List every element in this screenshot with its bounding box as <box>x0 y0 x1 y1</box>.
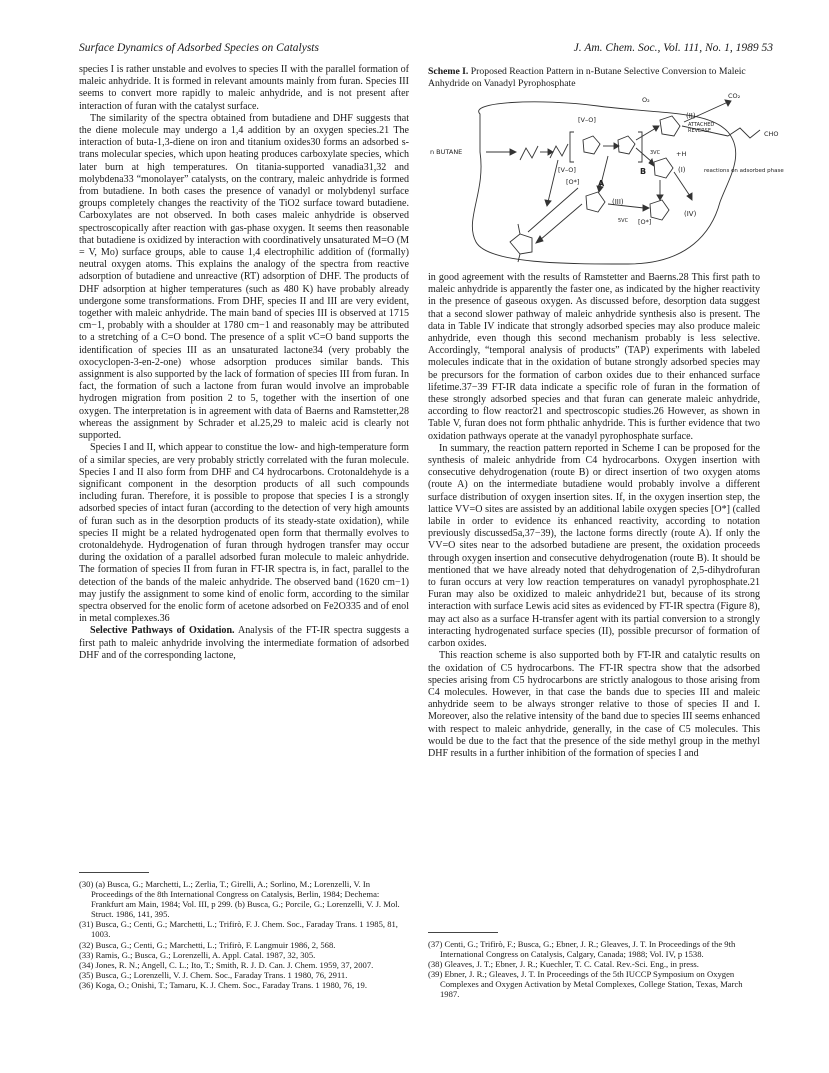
reference-item: (36) Koga, O.; Onishi, T.; Tamaru, K. J. Chem. Soc., Faraday Trans. 1 1980, 76, 19. <box>79 979 367 990</box>
reverse-label: REVERSE <box>688 128 712 134</box>
paragraph: species I is rather unstable and evolves to species II with the parallel formation of maleic anhydride. It is formed in relevant amounts mainly from furan. Species III seems to convert more rapidly to maleic anhydride, and is not present after interaction of furan with the catalyst surface. <box>79 64 409 112</box>
footnote-rule <box>79 872 149 873</box>
footnote-rule <box>428 932 498 933</box>
right-column <box>428 272 760 760</box>
reference-item: (30) (a) Busca, G.; Marchetti, L.; Zerlia, T.; Girelli, A.; Sorlino, M.; Lorenzelli, V. In Proceedings of the 8th International Congress on Catalysis, Berlin, 1984; Dechema: Frankfurt am Main, 1984; Vol. III, p 299. (b) Busca, G.; Porcile, G.; Lorenzelli, V. J. Mol. Struct. 1986, 141, 395. <box>79 879 400 920</box>
route-a-label: A <box>598 179 605 188</box>
cho-label: CHO <box>764 130 779 138</box>
reference-item: (38) Gleaves, J. T.; Ebner, J. R.; Kuechler, T. C. Catal. Rev.-Sci. Eng., in press. <box>428 959 699 970</box>
butane-label: n BUTANE <box>430 148 463 156</box>
references-right <box>428 939 760 1000</box>
paragraph: This reaction scheme is also supported both by FT-IR and catalytic results on the oxidation of C5 hydrocarbons. The FT-IR spectra show that the adsorbed species arising from C5 hydrocarbons are strictly analogous to those arising from C4 molecules. However, in that case the bands due to species III and maleic anhydride seem to be always stronger relative to those of species II and I. Moreover, also the relative intensity of the band due to species III seems enhanced with respect to maleic anhydride, generally, in the case of C5 molecules. This would be due to the fact that the presence of the side methyl group in the methyl DHF results in a further inhibition of the formation of species I and <box>428 650 760 759</box>
paragraph: In summary, the reaction pattern reported in Scheme I can be proposed for the synthesis of maleic anhydride from C4 hydrocarbons. Oxygen insertion with consecutive dehydrogenation (route B) or direct insertion of two oxygen atoms (route A) on the intermediate butadiene would probably involve a different surface distribution of oxygen insertion sites. If, in the oxygen insertion step, the lattice VV=O sites are assisted by an additional labile oxygen species [O*] (called labile in order to evidence its enhanced reactivity, according to notation previously discussed5a,37−39), the lactone forms directly (route A). If only the VV=O sites near to the adsorbed butadiene are present, the oxidation proceeds through oxygen insertion and consecutive dehydrogenation (route B). It should be mentioned that we have already noted that dehydrogenation of 2,5-dihydrofuran to furan occurs at very low reaction temperatures on vanadyl pyrophosphate.21 Furan may also be oxidized to maleic anhydride21 but, because of its strong interaction with surface Lewis acid sites as evidenced by FT-IR spectra (Figure 8), may act also as a surface H-transfer agent with its partial conversion to a strongly interacting hydrogenated surface species (II), possible precursor of formation of carbon oxides. <box>428 442 760 650</box>
scheme-label: Scheme I. <box>428 66 469 77</box>
scheme-caption-text: Proposed Reaction Pattern in n-Butane Selective Conversion to Maleic Anhydride on Vanadyl Pyrophosphate <box>428 66 746 89</box>
reference-item: (39) Ebner, J. R.; Gleaves, J. T. In Proceedings of the 5th IUCCP Symposium on Oxygen Complexes and Oxygen Activation by Metal Complexes, College Station, Texas, March 1987. <box>428 969 743 1000</box>
section-runin-heading: Selective Pathways of Oxidation. <box>90 625 235 637</box>
hydrogen-label: +H <box>676 150 687 158</box>
reference-item: (34) Jones, R. N.; Angell, C. L.; Ito, T.; Smith, R. J. D. Can. J. Chem. 1959, 37, 2007. <box>79 959 374 970</box>
species-iv-label: (IV) <box>684 210 697 218</box>
o-star-label: [O*] <box>638 218 652 226</box>
vc-label: 5VC <box>618 218 629 224</box>
species-iii-label: (III) <box>612 198 624 206</box>
reference-item: (35) Busca, G.; Lorenzelli, V. J. Chem. Soc., Faraday Trans. 1 1980, 76, 2911. <box>79 969 348 980</box>
route-b-label: B <box>640 167 647 176</box>
reactions-note: reactions on adsorbed phase <box>704 168 784 174</box>
paragraph: Species I and II, which appear to constitue the low- and high-temperature form of a similar species, are very probably strictly correlated with the furan molecule. Species I and II also form from DHF and C4 hydrocarbons. Crotonaldehyde is a significant component in the desorption products of all such compounds including furan. Therefore, it is possible to propose that species I is a strongly adsorbed species of intact furan (according to the detection of very high amounts of furan such as in the desorption products of its steady-state oxidation), while species II might be a related hydrogenated open form that thermally evolves to crotonaldehyde. Hydrogenation of furan through hydrogen transfer may occur during the oxidation of a parallel adsorbed furan molecule to maleic anhydride. The formation of species II from furan in FT-IR spectra is, in fact, parallel to the detection of the bands of the maleic anhydride. The observed band (1620 cm−1) may justify the assignment to some kind of enolic form, according to the similar spectra observed for the enolic form of acetone adsorbed on Fe2O335 and of enol in metal complexes.36 <box>79 442 409 625</box>
co2-label: CO₂ <box>728 92 741 100</box>
paragraph: in good agreement with the results of Ramstetter and Baerns.28 This first path to maleic anhydride is apparently the faster one, as indicated by the higher reactivity in the presence of gaseous oxygen. As discussed before, desorption data suggest that a second slower pathway of maleic anhydride synthesis also is present. The data in Table IV indicate that strongly adsorbed species may also produce maleic anhydride, even though this second mechanism probably is less selective. Accordingly, “temporal analysis of products” (TAP) experiments with labeled molecules indicate that in the oxidation of butane strongly adsorbed species may be precursors for the formation of carbon oxides due to their enhanced surface lifetime.37−39 FT-IR data indicate a specific role of furan in the formation of these strongly adsorbed species and that furan can generate maleic anhydride, according to flow reactor21 and spectroscopic studies.26 However, as shown in Table V, furan does not form phthalic anhydride. This is further evidence that two oxidation pathways operate at the vanadyl pyrophosphate surface. <box>428 272 760 442</box>
running-head-title: Surface Dynamics of Adsorbed Species on Catalysts <box>79 42 319 54</box>
attached-label: ATTACHED <box>688 122 715 128</box>
scheme-caption <box>428 66 758 89</box>
paragraph <box>79 625 409 662</box>
vc-label: 3VC <box>650 150 661 156</box>
reference-item: (32) Busca, G.; Centi, G.; Marchetti, L.; Trifirò, F. Langmuir 1986, 2, 568. <box>79 939 336 950</box>
o-star-label: [O*] <box>566 178 580 186</box>
species-ii-label: (II) <box>686 112 696 120</box>
species-i-label: (I) <box>678 166 686 174</box>
paragraph: The similarity of the spectra obtained from butadiene and DHF suggests that the diene molecule may undergo a 1,4 addition by an oxygen species.21 The interaction of buta-1,3-diene on iron and titanium oxides30 forms an adsorbed s-trans molecular species, which upon heating produces carboxylate species, which later burn at high temperatures. On titania-supported vanadia31,32 and molybdena33 “monolayer” catalysts, on the contrary, maleic anhydride is formed from butadiene. In both cases the presence of vanadyl or molybdenyl surface groups completely changes the reactivity of the TiO2 surface toward butadiene. Carboxylates are not observed. In both cases maleic anhydride is observed spectroscopically after reaction with gas-phase oxygen. It seems then reasonable that butadiene is oxidized by interaction with coordinatively unsaturated M=O (M = V, Mo) surface groups, able to cause 1,4 electrophilic addition of (formally) neutral oxygen atoms. This explains the analogy of the spectra from reactive adsorption of butadiene and unreactive (RT) adsorption of DHF. The products of DHF adsorption at higher temperatures (such as 480 K) have probably already undergone some transformations. From DHF, species II and III are very evident, together with maleic anhydride. The main band of species III is observed at 1715 cm−1, probably with a shoulder at 1780 cm−1 and reasonably may be attributed to a stretching of a C=O bond. The presence of a split νC=O band supports the identification of species III as an unsaturated lactone34 (very probably the oxocyclopen-3-en-2-one) whose adsorption produces similar bands. This assignment is also supported by the lack of formation of species III from furan. In fact, the formation of such a lactone from furan would involve an improbable hydrogen migration from position 2 to 5, together with the insertion of one oxygen. The interpretation is in agreement with data of Baerns and Ramstetter,28 whereas the assignment by Schrader et al.25,29 to maleic acid is clearly not supported. <box>79 112 409 442</box>
paragraph-text: Analysis of the FT-IR spectra suggests a first path to maleic anhydride involving the intermediate formation of adsorbed DHF and of the corresponding lactone, <box>79 625 409 661</box>
reaction-scheme-diagram <box>428 92 788 270</box>
left-column <box>79 64 409 662</box>
references-left <box>79 879 409 990</box>
reference-item: (37) Centi, G.; Trifirò, F.; Busca, G.; Ebner, J. R.; Gleaves, J. T. In Proceedings of the 9th International Congress on Catalysis, Calgary, Canada; 1988; Vol. IV, p 1538. <box>428 939 736 960</box>
running-head-citation: J. Am. Chem. Soc., Vol. 111, No. 1, 1989 53 <box>573 42 773 54</box>
vo-left-label: [V–O] <box>558 166 576 174</box>
o2-label: O₂ <box>642 96 650 104</box>
reference-item: (31) Busca, G.; Centi, G.; Marchetti, L.; Trifirò, F. J. Chem. Soc., Faraday Trans. 1 1985, 81, 1003. <box>79 919 398 940</box>
reference-item: (33) Ramis, G.; Busca, G.; Lorenzelli, A. Appl. Catal. 1987, 32, 305. <box>79 949 316 960</box>
vo-top-label: [V–O] <box>578 116 596 124</box>
